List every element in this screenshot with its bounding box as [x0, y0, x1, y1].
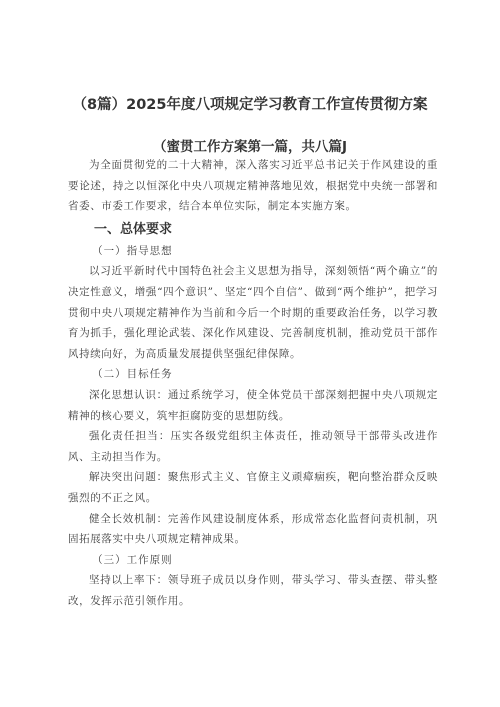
intro-paragraph: 为全面贯彻党的二十大精神，深入落实习近平总书记关于作风建设的重要论述，持之以恒深化中央八项规定精神落地见效，根据党中央统一部署和省委、市委工作要求，结合本单位实际，制定本实施方案。 — [68, 159, 438, 213]
paragraph-long-term-mechanism: 健全长效机制：完善作风建设制度体系，形成常态化监督问责机制，巩固拓展落实中央八项规定精神成果。 — [68, 512, 438, 546]
paragraph-solve-problems: 解决突出问题：聚焦形式主义、官僚主义顽瘴痼疾，靶向整治群众反映强烈的不正之风。 — [68, 471, 438, 504]
paragraph-deepen-understanding: 深化思想认识：通过系统学习，使全体党员干部深刻把握中央八项规定精神的核心要义，筑牢拒腐防变的思想防线。 — [68, 388, 438, 422]
document-title: （8篇）2025年度八项规定学习教育工作宣传贯彻方案 — [72, 97, 428, 113]
section-heading-general-requirements: 一、总体要求 — [94, 221, 173, 237]
paragraph-guiding-ideology: 以习近平新时代中国特色社会主义思想为指导，深刻领悟“两个确立”的决定性意义，增强“四个意识”、坚定“四个自信”、做到“两个维护”，把学习贯彻中央八项规定精神作为当前和今后一个时期的重要政治任务，以学习教育为抓手，强化理论武装、深化作风建设、完善制度机制，推动党员干部作风持续向好，为高质量发展提供坚强纪律保障。 — [68, 265, 438, 360]
subheading-guiding-ideology: （一）指导思想 — [92, 244, 173, 257]
document-body — [68, 155, 438, 611]
paragraph-strengthen-responsibility: 强化责任担当：压实各级党组织主体责任，推动领导干部带头改进作风、主动担当作为。 — [68, 430, 438, 463]
document-subtitle: （蜜贯工作方案第一篇，共八篇J — [152, 139, 348, 155]
subheading-work-principles: （三）工作原则 — [92, 553, 173, 566]
paragraph-lead-by-example: 坚持以上率下：领导班子成员以身作则，带头学习、带头查摆、带头整改，发挥示范引领作用。 — [68, 574, 438, 607]
subheading-goals-tasks: （二）目标任务 — [92, 368, 173, 381]
